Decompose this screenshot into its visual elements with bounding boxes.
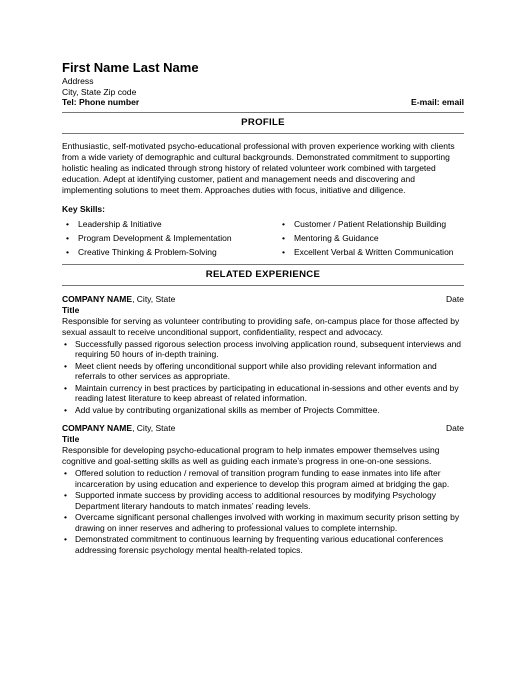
duty-item	[62, 512, 464, 533]
company-line	[62, 423, 175, 434]
bullet-icon: •	[282, 246, 285, 257]
key-skills-list	[62, 218, 464, 258]
company-location: , City, State	[132, 293, 176, 304]
bullet-icon: •	[64, 382, 67, 393]
bullet-icon: •	[64, 360, 67, 371]
city-state-zip: City, State Zip code	[62, 86, 137, 97]
duty-text: Offered solution to reduction / removal of transition program funding to ease inmates into life after incarceration by using education and experience to develop this program aimed at bridging the gap.	[75, 468, 450, 489]
duty-item	[62, 490, 464, 511]
job-title: Title	[62, 304, 80, 315]
job-header	[62, 423, 464, 434]
company-name: COMPANY NAME	[62, 423, 133, 433]
profile-summary: Enthusiastic, self-motivated psycho-educational professional with proven experience working with clients from a wide variety of demographic and cultural backgrounds. Demonstrated commitment to supporting holistic healing as indicated through strong history of related volunteer work combined with targeted education. Adept at identifying customer, patient and management needs and discovering and implementing solutions to meet them. Approaches duties with focus, initiative and diligence.	[62, 140, 455, 195]
skill-item	[62, 246, 278, 258]
address-line: Address	[62, 76, 94, 86]
bullet-icon: •	[64, 338, 67, 349]
job-entry	[62, 294, 464, 416]
skill-item	[278, 246, 464, 258]
duty-text: Meet client needs by offering unconditional support while also providing relevant information and referrals to other services as appropriate.	[75, 360, 437, 381]
bullet-icon: •	[64, 534, 67, 544]
company-location: , City, State	[132, 423, 176, 433]
job-date: Date	[446, 293, 464, 304]
profile-section	[62, 141, 464, 258]
email: E-mail: email	[410, 97, 464, 107]
duty-item	[62, 468, 464, 489]
company-line	[62, 294, 175, 305]
resume-content	[62, 60, 464, 555]
company-name: COMPANY NAME	[62, 293, 133, 304]
skill-text: Leadership & Initiative	[78, 218, 162, 229]
bullet-icon: •	[282, 232, 285, 243]
skill-item	[62, 218, 278, 230]
duty-item	[62, 534, 464, 555]
skill-item	[62, 232, 278, 244]
duty-text: Supported inmate success by providing access to additional resources by modifying Psychology Department literary handouts to match inmates’ reading levels.	[75, 490, 436, 511]
experience-heading: RELATED EXPERIENCE	[205, 268, 321, 280]
bullet-icon: •	[66, 218, 69, 229]
bullet-icon: •	[282, 218, 285, 229]
duty-item	[62, 383, 464, 404]
job-description: Responsible for developing psycho-educational program to help inmates empower themselves using cognitive and goal-setting skills as well as guiding each inmate’s progress in one-on-one sessions.	[62, 445, 440, 466]
contact-row	[62, 97, 464, 108]
duty-list	[62, 339, 464, 416]
skill-text: Excellent Verbal & Written Communication	[294, 246, 454, 257]
duty-text: Overcame significant personal challenges involved with working in maximum security prison setting by drawing on inner reserves and adhering to professional values to complete internship.	[75, 512, 460, 533]
contact-header	[62, 60, 464, 108]
bullet-icon: •	[64, 404, 67, 415]
bullet-icon: •	[64, 512, 67, 522]
bullet-icon: •	[64, 490, 67, 500]
skill-text: Mentoring & Guidance	[294, 232, 379, 243]
duty-item	[62, 405, 464, 416]
skill-text: Program Development & Implementation	[78, 232, 232, 243]
experience-heading-block	[62, 265, 464, 285]
duty-text: Demonstrated commitment to continuous learning by frequenting various educational conferences addressing forensic psychology mental health-related topics.	[75, 534, 444, 555]
job-header	[62, 294, 464, 305]
skill-text: Creative Thinking & Problem-Solving	[78, 246, 217, 257]
full-name: First Name Last Name	[62, 60, 199, 75]
divider	[62, 133, 464, 134]
job-date: Date	[446, 423, 464, 433]
duty-item	[62, 339, 464, 360]
duty-text: Add value by contributing organizational skills as member of Projects Committee.	[75, 404, 380, 415]
bullet-icon: •	[64, 468, 67, 478]
duty-text: Successfully passed rigorous selection process involving application round, subsequent interviews and requiring 50 hours of in-depth training.	[75, 338, 462, 359]
job-title: Title	[62, 434, 80, 444]
skill-item	[278, 232, 464, 244]
duty-item	[62, 361, 464, 382]
key-skills-label: Key Skills:	[62, 203, 105, 214]
skill-text: Customer / Patient Relationship Building	[294, 218, 447, 229]
profile-heading: PROFILE	[241, 116, 285, 128]
profile-heading-block	[62, 113, 464, 133]
bullet-icon: •	[66, 232, 69, 243]
divider	[62, 285, 464, 286]
job-description: Responsible for serving as volunteer contributing to providing safe, on-campus place for those affected by sexual assault to receive unconditional support, confidentiality, respect and advocacy.	[62, 315, 460, 337]
telephone: Tel: Phone number	[62, 97, 140, 107]
duty-list	[62, 468, 464, 555]
duty-text: Maintain currency in best practices by participating in educational in-sessions and other events and by reading latest literature to keep abreast of related information.	[75, 382, 459, 403]
job-entry	[62, 423, 464, 555]
experience-list	[62, 294, 464, 556]
skill-item	[278, 218, 464, 230]
bullet-icon: •	[66, 246, 69, 257]
